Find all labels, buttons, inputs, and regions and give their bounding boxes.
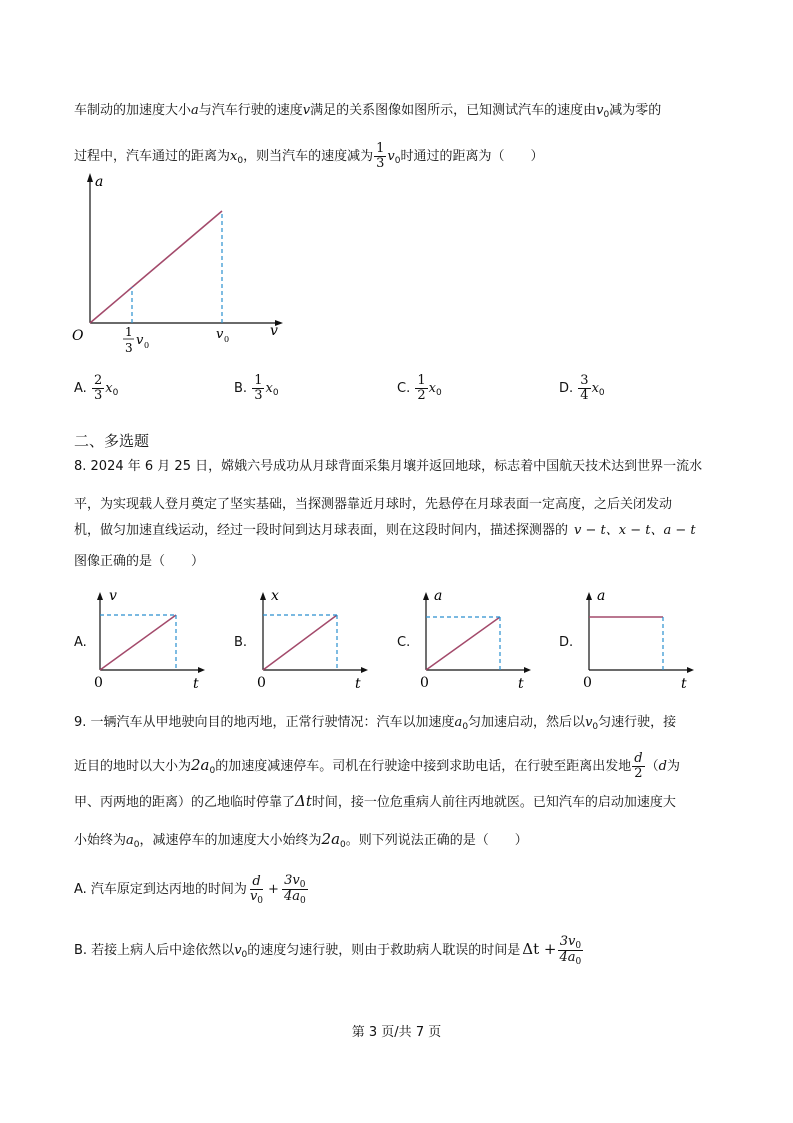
q9-line1 bbox=[74, 714, 676, 733]
y-axis-arrow bbox=[87, 173, 93, 182]
x-axis-arrow bbox=[361, 667, 368, 673]
origin-label: 0 bbox=[257, 675, 266, 691]
y-label: x bbox=[271, 588, 279, 604]
q9-text: 甲、丙两地的距离）的乙地临时停靠了 bbox=[74, 795, 296, 810]
q9-text: 为 bbox=[666, 759, 680, 774]
option-letter: C. bbox=[397, 381, 411, 396]
x-axis-arrow bbox=[198, 667, 205, 673]
q8-line4: 图像正确的是（ ） bbox=[74, 554, 205, 569]
q7-option-c[interactable] bbox=[397, 374, 442, 403]
option-fraction bbox=[252, 374, 264, 403]
delta-t-plus: Δt + bbox=[522, 940, 557, 958]
frac-den: v bbox=[249, 888, 258, 904]
q8-option-b-letter[interactable]: B. bbox=[234, 635, 248, 650]
origin-label: 0 bbox=[94, 675, 103, 691]
option-text: B. 若接上病人后中途依然以 bbox=[74, 943, 235, 958]
y-label: a bbox=[95, 174, 104, 190]
q9-option-a[interactable] bbox=[74, 874, 309, 905]
q7-option-a[interactable] bbox=[74, 374, 118, 403]
q8-graph-d[interactable] bbox=[577, 586, 707, 694]
frac-den: 4a bbox=[559, 950, 576, 965]
symbol-x0: x bbox=[230, 149, 238, 164]
option-text: A. 汽车原定到达丙地的时间为 bbox=[74, 882, 247, 897]
x-axis-arrow bbox=[524, 667, 531, 673]
page-footer: 第 3 页/共 7 页 bbox=[351, 1025, 442, 1040]
q7-text: 满足的关系图像如图所示，已知测试汽车的速度由 bbox=[310, 103, 597, 118]
subscript: 0 bbox=[592, 722, 599, 732]
q8-line2: 平，为实现载人登月奠定了坚实基础，当探测器靠近月球时，先悬停在月球表面一定高度，之后关闭发动 bbox=[74, 497, 673, 512]
graph-types: v − t、x − t、a − t bbox=[574, 523, 696, 538]
tick1-den: 3 bbox=[125, 341, 133, 355]
option-text: 的速度匀速行驶，则由于救助病人耽误的时间是 bbox=[247, 943, 521, 958]
fraction-3v0-over-4a0 bbox=[558, 935, 584, 966]
q9-line3 bbox=[74, 792, 676, 812]
x-label: t bbox=[355, 676, 361, 692]
symbol-v0: v bbox=[387, 149, 395, 164]
subscript: 0 bbox=[299, 896, 306, 906]
graph-line bbox=[426, 617, 500, 670]
q7-text: 时通过的距离为（ ） bbox=[400, 149, 544, 164]
origin-label: O bbox=[72, 328, 84, 344]
frac-den: 4a bbox=[283, 889, 300, 904]
q7-option-d[interactable] bbox=[559, 374, 605, 403]
q9-text: （ bbox=[645, 759, 659, 774]
q8-graph-b[interactable] bbox=[251, 586, 381, 694]
option-letter: D. bbox=[559, 381, 574, 396]
option-var: x bbox=[591, 381, 599, 396]
q9-text: 的加速度减速停车。司机在行驶途中接到求助电话，在行驶至距离出发地 bbox=[215, 759, 632, 774]
frac-num: 1 bbox=[376, 141, 385, 156]
subscript: 0 bbox=[394, 156, 401, 166]
q9-text: 匀加速启动，然后以 bbox=[468, 715, 586, 730]
q7-option-b[interactable] bbox=[234, 374, 279, 403]
symbol-v0: v bbox=[596, 103, 604, 118]
q9-text: 小始终为 bbox=[74, 833, 127, 848]
y-label: a bbox=[434, 588, 443, 604]
x-label: t bbox=[193, 676, 199, 692]
q8-option-c-letter[interactable]: C. bbox=[397, 635, 411, 650]
subscript: 0 bbox=[272, 388, 279, 398]
graph-line bbox=[263, 615, 337, 670]
q8-option-d-letter[interactable]: D. bbox=[559, 635, 574, 650]
symbol-2a0: 2a bbox=[321, 830, 341, 848]
q7-text: 过程中，汽车通过的距离为 bbox=[74, 149, 231, 164]
symbol-a: a bbox=[191, 103, 199, 118]
x-label: v bbox=[270, 323, 278, 339]
subscript: 0 bbox=[112, 388, 119, 398]
q7-graph bbox=[70, 168, 290, 358]
subscript: 0 bbox=[209, 766, 216, 776]
y-label: a bbox=[597, 588, 606, 604]
q7-line2 bbox=[74, 142, 544, 171]
q8-line3 bbox=[74, 522, 696, 540]
y-axis-arrow bbox=[423, 592, 429, 600]
q9-text: 9. 一辆汽车从甲地驶向目的地丙地，正常行驶情况：汽车以加速度 bbox=[74, 715, 455, 730]
tick2-var: v bbox=[216, 327, 224, 342]
y-axis-arrow bbox=[260, 592, 266, 600]
q8-line1: 8. 2024 年 6 月 25 日，嫦娥六号成功从月球背面采集月壤并返回地球，标志着中国航天技术达到世界一流水 bbox=[74, 459, 703, 474]
frac-num: 1 bbox=[254, 373, 263, 388]
q9-text: 近目的地时以大小为 bbox=[74, 759, 192, 774]
option-var: x bbox=[428, 381, 436, 396]
subscript: 0 bbox=[340, 840, 346, 850]
fraction-one-third bbox=[374, 142, 386, 171]
subscript: 0 bbox=[575, 941, 582, 951]
option-letter: A. bbox=[74, 381, 87, 396]
frac-num: 2 bbox=[93, 373, 103, 388]
frac-num: d bbox=[634, 751, 643, 766]
subscript: 0 bbox=[237, 156, 244, 166]
y-axis-arrow bbox=[97, 592, 103, 600]
symbol-delta-t: Δt bbox=[295, 792, 312, 810]
subscript: 0 bbox=[257, 895, 264, 906]
symbol-2a0: 2a bbox=[191, 756, 210, 774]
option-fraction bbox=[415, 374, 427, 403]
frac-den: 3 bbox=[93, 388, 103, 403]
q9-option-b[interactable] bbox=[74, 935, 584, 966]
fraction-3v0-over-4a0 bbox=[282, 874, 308, 905]
q7-text: 车制动的加速度大小 bbox=[74, 103, 192, 118]
q8-text: 机，做匀加速直线运动，经过一段时间到达月球表面，则在这段时间内，描述探测器的 bbox=[74, 523, 569, 538]
option-letter: B. bbox=[234, 381, 248, 396]
tick2-sub: 0 bbox=[224, 335, 230, 344]
symbol-v: v bbox=[302, 103, 311, 118]
symbol-v0: v bbox=[585, 715, 593, 730]
option-fraction bbox=[578, 374, 590, 403]
tick1-var: v bbox=[136, 333, 144, 348]
origin-label: 0 bbox=[583, 675, 592, 691]
subscript: 0 bbox=[462, 722, 469, 732]
graph-line bbox=[100, 615, 176, 670]
y-label: v bbox=[109, 588, 117, 604]
q8-graph-a[interactable] bbox=[88, 586, 218, 694]
frac-num: 1 bbox=[417, 373, 426, 388]
q9-line2 bbox=[74, 752, 680, 781]
frac-den: 3 bbox=[376, 156, 385, 171]
subscript: 0 bbox=[603, 110, 610, 120]
symbol-d: d bbox=[658, 759, 667, 774]
q9-text: 匀速行驶，接 bbox=[598, 715, 677, 730]
q7-text: 与汽车行驶的速度 bbox=[198, 103, 303, 118]
frac-den: 2 bbox=[634, 766, 643, 781]
subscript: 0 bbox=[598, 388, 605, 398]
q8-graph-c[interactable] bbox=[414, 586, 544, 694]
tick1-num: 1 bbox=[125, 325, 133, 339]
q8-option-a-letter[interactable]: A. bbox=[74, 635, 87, 650]
frac-num: d bbox=[252, 873, 261, 889]
x-label: t bbox=[518, 676, 524, 692]
frac-den: 3 bbox=[254, 388, 263, 403]
symbol-a0: a bbox=[454, 715, 463, 730]
subscript: 0 bbox=[241, 950, 248, 960]
symbol-v0: v bbox=[234, 943, 242, 958]
fraction-d-half bbox=[632, 752, 644, 781]
y-axis-arrow bbox=[586, 592, 592, 600]
q9-text: 时间，接一位危重病人前往丙地就医。已知汽车的启动加速度大 bbox=[311, 795, 676, 810]
frac-den: 2 bbox=[417, 388, 426, 403]
a-v-line bbox=[90, 211, 222, 323]
origin-label: 0 bbox=[420, 675, 429, 691]
frac-den: 4 bbox=[580, 388, 589, 403]
frac-num: 3 bbox=[580, 373, 589, 388]
subscript: 0 bbox=[435, 388, 442, 398]
subscript: 0 bbox=[575, 957, 582, 967]
q7-text: ，则当汽车的速度减为 bbox=[243, 149, 374, 164]
fraction-d-over-v0 bbox=[248, 875, 265, 905]
subscript: 0 bbox=[133, 840, 140, 850]
option-var: x bbox=[105, 381, 113, 396]
x-label: t bbox=[681, 676, 687, 692]
option-fraction bbox=[92, 374, 104, 403]
tick1-sub: 0 bbox=[144, 341, 150, 350]
symbol-a0: a bbox=[126, 833, 134, 848]
frac-num: 3v bbox=[284, 873, 300, 888]
plus-sign: + bbox=[268, 882, 279, 897]
x-axis-arrow bbox=[687, 667, 694, 673]
subscript: 0 bbox=[299, 880, 306, 890]
section-title: 二、多选题 bbox=[74, 432, 150, 450]
q9-text: ，减速停车的加速度大小始终为 bbox=[139, 833, 322, 848]
q7-text: 减为零的 bbox=[609, 103, 662, 118]
q7-line1 bbox=[74, 102, 661, 121]
option-var: x bbox=[265, 381, 273, 396]
q9-text: 。则下列说法正确的是（ ） bbox=[345, 833, 528, 848]
q9-line4 bbox=[74, 830, 528, 851]
frac-num: 3v bbox=[559, 934, 576, 949]
